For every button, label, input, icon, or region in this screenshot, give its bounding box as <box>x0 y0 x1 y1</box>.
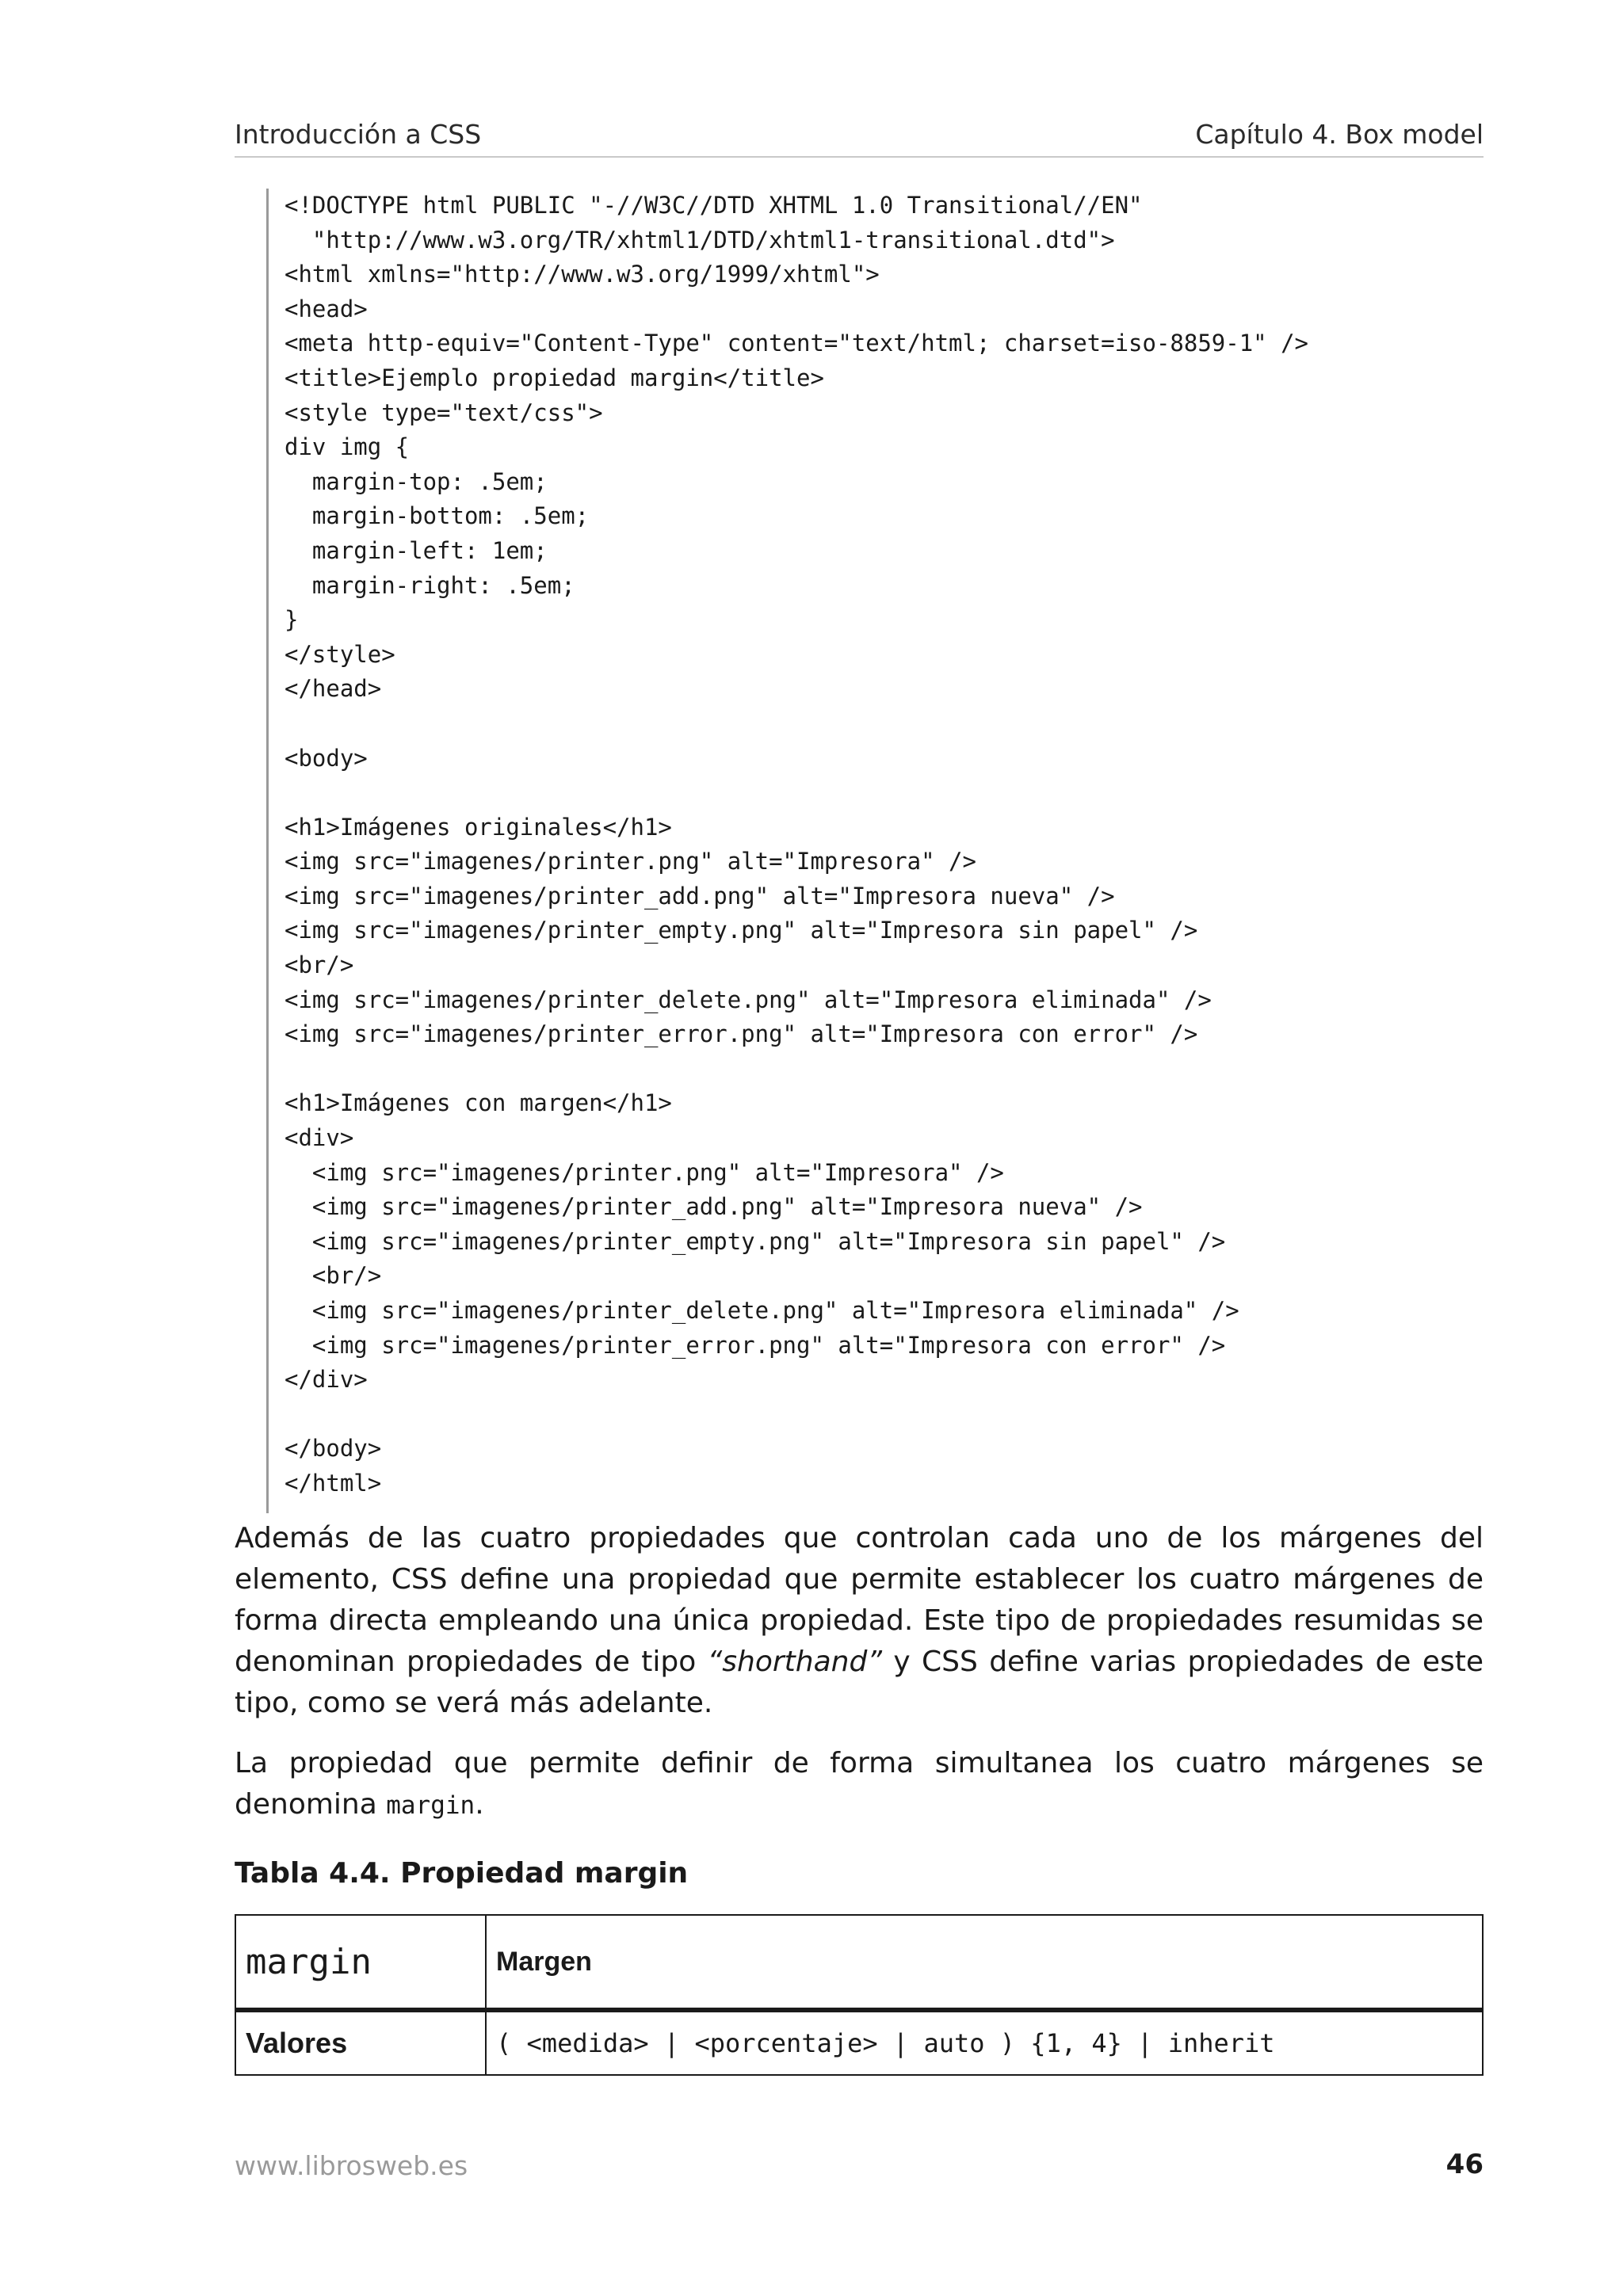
header-chapter-title: Capítulo 4. Box model <box>1195 119 1484 150</box>
property-name-cell <box>235 1915 486 2010</box>
body-paragraph-shorthand <box>235 1518 1484 1724</box>
page-header <box>235 119 1484 157</box>
table-row-values <box>235 2010 1483 2075</box>
paragraph-text: La propiedad que permite definir de forma simultanea los cuatro márgenes se denomina <box>235 1747 1484 1821</box>
values-cell <box>486 2010 1483 2075</box>
property-description: Margen <box>496 1946 592 1977</box>
page-number: 46 <box>1445 2149 1484 2180</box>
values-label: Valores <box>246 2027 348 2059</box>
paragraph-text: Además de las cuatro propiedades que controlan cada uno de los márgenes del elemento, CSS define una propiedad que permite establecer los cuatro márgenes de forma directa empleando una única propiedad. Este tipo de propiedades resumidas se denominan propiedades de tipo <box>235 1522 1484 1678</box>
paragraph-period: . <box>475 1788 484 1821</box>
table-row-header <box>235 1915 1483 2010</box>
header-divider <box>235 156 1484 158</box>
property-name: margin <box>246 1941 372 1982</box>
inline-code-margin: margin <box>386 1791 475 1820</box>
code-text: <!DOCTYPE html PUBLIC "-//W3C//DTD XHTML 1.0 Transitional//EN" "http://www.w3.org/TR/xhtml1/DTD/xhtml1-transitional.dtd"> <html xmlns="http://www.w3.org/1999/xhtml"> <head> <meta http-equiv="Content-Type" content="text/html; charset=iso-8859-1" /> <title>Ejemplo propiedad margin</title> <style type="text/css"> div img { margin-top: .5em; margin-bottom: .5em; margin-left: 1em; margin-right: .5em; } </style> </head> <body> <h1>Imágenes originales</h1> <img src="imagenes/printer.png" alt="Impresora" /> <img src="imagenes/printer_add.png" alt="Impresora nueva" /> <img src="imagenes/printer_empty.png" alt="Impresora sin papel" /> <br/> <img src="imagenes/printer_delete.png" alt="Impresora eliminada" /> <img src="imagenes/printer_error.png" alt="Impresora con error" /> <h1>Imágenes con margen</h1> <div> <img src="imagenes/printer.png" alt="Impresora" /> <img src="imagenes/printer_add.png" alt="Impresora nueva" /> <img src="imagenes/printer_empty.png" alt="Impresora sin papel" /> <br/> <img src="imagenes/printer_delete.png" alt="Impresora eliminada" /> <img src="imagenes/printer_error.png" alt="Impresora con error" /> </div> </body> </html> <box>285 192 1309 1497</box>
body-paragraph-margin <box>235 1743 1484 1826</box>
property-table <box>235 1914 1484 2076</box>
footer-site-link[interactable]: www.librosweb.es <box>235 2150 468 2181</box>
values-label-cell <box>235 2010 486 2075</box>
values-syntax: ( <medida> | <porcentaje> | auto ) {1, 4} | inherit <box>496 2028 1275 2058</box>
code-listing <box>266 189 1473 1513</box>
table-caption: Tabla 4.4. Propiedad margin <box>235 1857 689 1890</box>
header-book-title: Introducción a CSS <box>235 119 482 150</box>
shorthand-term: “shorthand” <box>707 1646 882 1678</box>
property-description-cell <box>486 1915 1483 2010</box>
paragraph-text-end: y CSS define varias propiedades de este tipo, como se verá más adelante. <box>235 1646 1484 1719</box>
